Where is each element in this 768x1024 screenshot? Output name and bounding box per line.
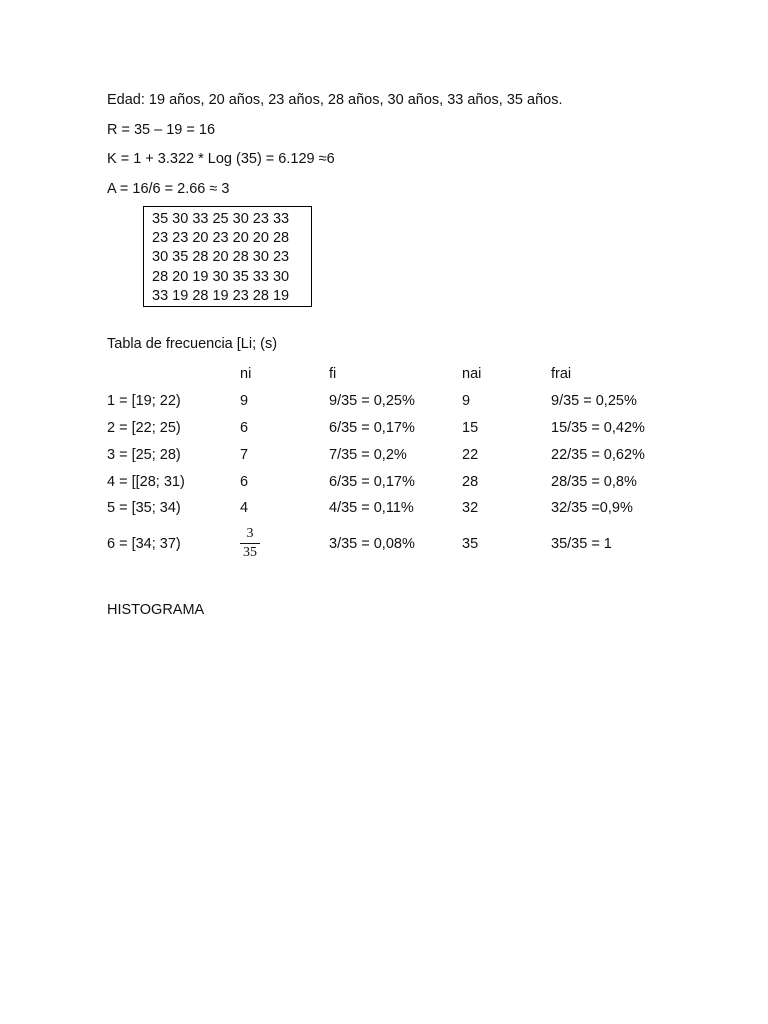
row-6-ni-fraction: [240, 526, 260, 561]
row-6-frai: 35/35 = 1: [551, 536, 612, 552]
row-1-clase: 1 = [19; 22): [107, 393, 181, 409]
row-5-fi: 4/35 = 0,11%: [329, 500, 414, 516]
row-4-clase: 4 = [[28; 31): [107, 474, 185, 490]
raw-data-box: [143, 206, 312, 307]
row-6-fi: 3/35 = 0,08%: [329, 536, 415, 552]
header-nai: nai: [462, 366, 482, 382]
table-title: Tabla de frecuencia [Li; (s): [107, 336, 278, 352]
row-2-nai: 15: [462, 420, 479, 436]
data-row: 33 19 28 19 23 28 19: [152, 287, 290, 304]
row-3-frai: 22/35 = 0,62%: [551, 447, 645, 463]
row-4-fi: 6/35 = 0,17%: [329, 474, 415, 490]
header-ni: ni: [240, 366, 252, 382]
histogram-heading: HISTOGRAMA: [107, 602, 205, 618]
row-3-nai: 22: [462, 447, 479, 463]
row-2-fi: 6/35 = 0,17%: [329, 420, 415, 436]
row-1-fi: 9/35 = 0,25%: [329, 393, 415, 409]
row-3-fi: 7/35 = 0,2%: [329, 447, 407, 463]
fraction-denominator: 35: [243, 545, 257, 560]
row-6-clase: 6 = [34; 37): [107, 536, 181, 552]
row-5-clase: 5 = [35; 34): [107, 500, 181, 516]
row-2-ni: 6: [240, 420, 249, 436]
row-1-nai: 9: [462, 393, 471, 409]
row-1-frai: 9/35 = 0,25%: [551, 393, 637, 409]
data-row: 35 30 33 25 30 23 33: [152, 211, 290, 227]
row-4-frai: 28/35 = 0,8%: [551, 474, 637, 490]
row-4-nai: 28: [462, 474, 479, 490]
row-4-ni: 6: [240, 474, 249, 490]
edad-line: Edad: 19 años, 20 años, 23 años, 28 años, 30 años, 33 años, 35 años.: [107, 92, 563, 108]
row-5-ni: 4: [240, 500, 249, 516]
header-fi: fi: [329, 366, 337, 382]
data-row: 30 35 28 20 28 30 23: [152, 249, 290, 266]
header-frai: frai: [551, 366, 572, 382]
row-2-frai: 15/35 = 0,42%: [551, 420, 645, 436]
row-6-nai: 35: [462, 536, 479, 552]
rango-line: R = 35 – 19 = 16: [107, 122, 216, 138]
clases-line: K = 1 + 3.322 * Log (35) = 6.129 ≈6: [107, 151, 335, 167]
data-row: 28 20 19 30 35 33 30: [152, 268, 290, 285]
row-5-frai: 32/35 =0,9%: [551, 500, 633, 516]
row-3-clase: 3 = [25; 28): [107, 447, 181, 463]
row-3-ni: 7: [240, 447, 249, 463]
data-row: 23 23 20 23 20 20 28: [152, 230, 290, 247]
fraction-numerator: 3: [240, 526, 260, 544]
amplitud-line: A = 16/6 = 2.66 ≈ 3: [107, 181, 230, 197]
row-1-ni: 9: [240, 393, 249, 409]
row-2-clase: 2 = [22; 25): [107, 420, 181, 436]
row-5-nai: 32: [462, 500, 479, 516]
